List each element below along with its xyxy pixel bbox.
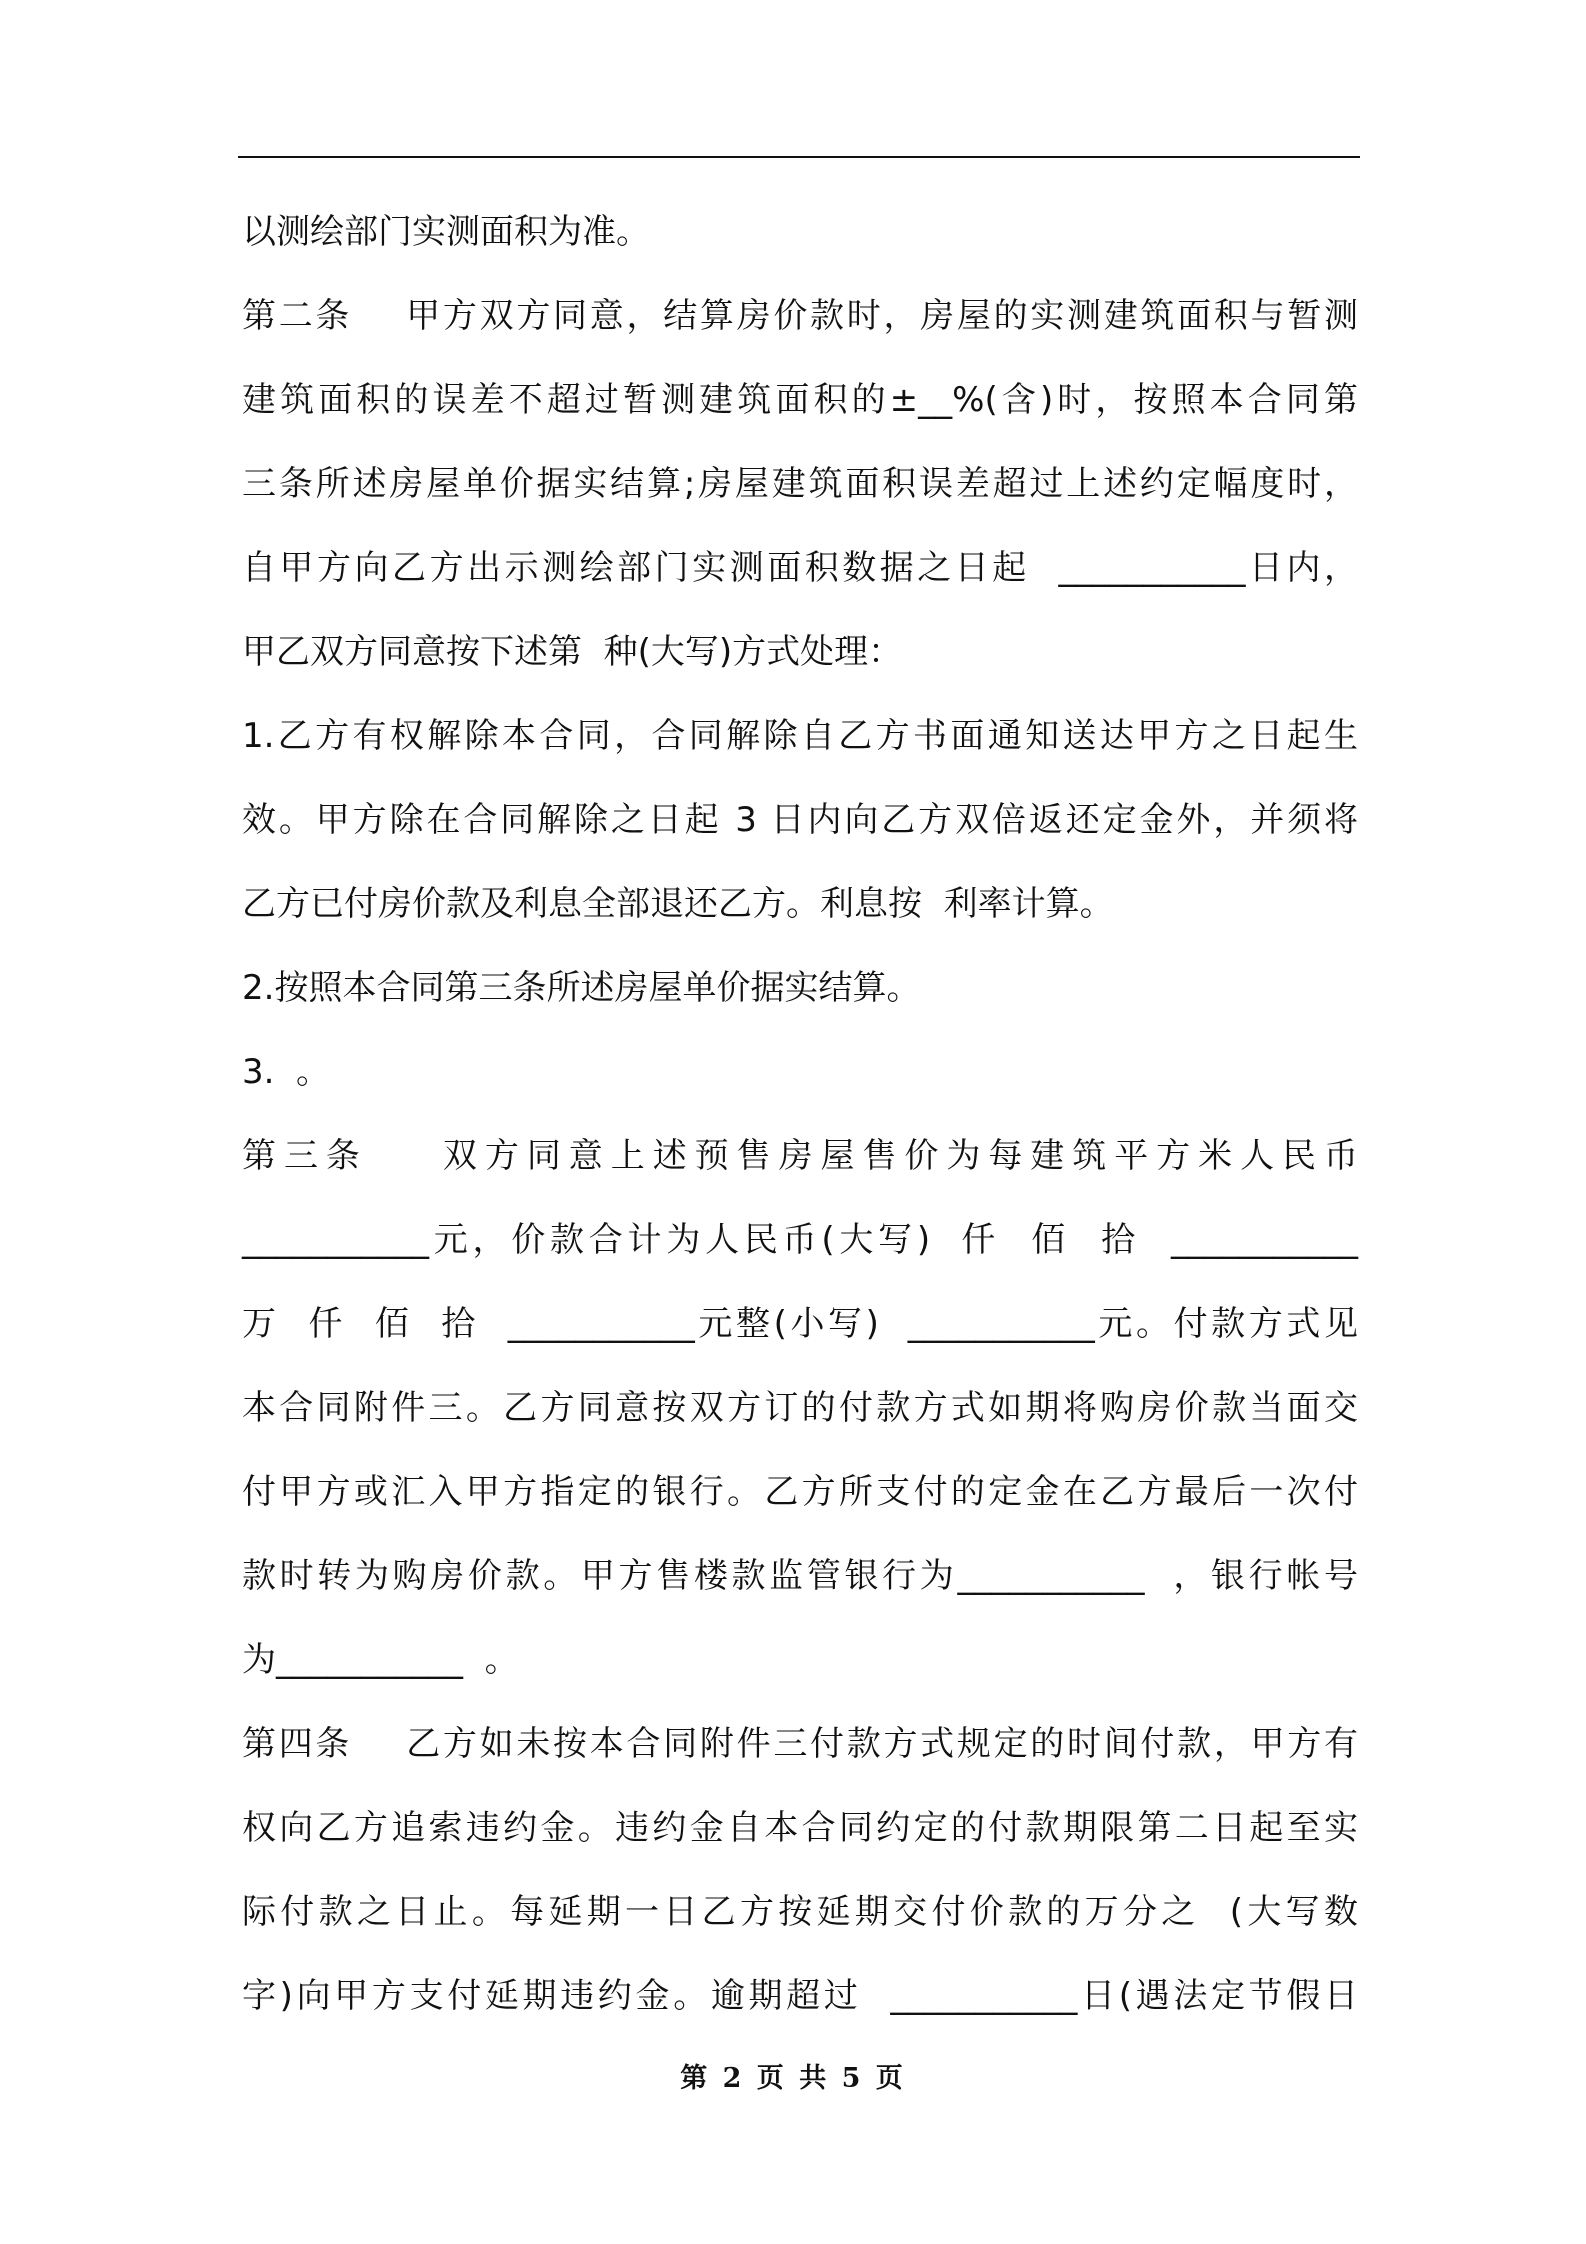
text-line: 字)向甲方支付延期违约金。逾期超过 ___________日(遇法定节假日 (242, 1976, 1358, 2016)
text-line: 权向乙方追索违约金。违约金自本合同约定的付款期限第二日起至实 (242, 1808, 1358, 1848)
text-line: 第三条 双方同意上述预售房屋售价为每建筑平方米人民币 (242, 1136, 1358, 1176)
header-rule (238, 156, 1360, 158)
text-line: 第二条 甲方双方同意，结算房价款时，房屋的实测建筑面积与暂测 (242, 296, 1358, 336)
text-line: 第四条 乙方如未按本合同附件三付款方式规定的时间付款，甲方有 (242, 1724, 1358, 1764)
text-line: 建筑面积的误差不超过暂测建筑面积的±__%(含)时，按照本合同第 (242, 380, 1358, 420)
text-line: 为___________ 。 (242, 1640, 519, 1680)
text-line: 自甲方向乙方出示测绘部门实测面积数据之日起 ___________日内， (242, 548, 1358, 588)
text-line: 本合同附件三。乙方同意按双方订的付款方式如期将购房价款当面交 (242, 1388, 1358, 1428)
page-number-footer: 第 2 页 共 5 页 (680, 2063, 906, 2094)
document-body (242, 190, 1358, 2038)
text-line: 3. 。 (242, 1052, 331, 1092)
text-line: 际付款之日止。每延期一日乙方按延期交付价款的万分之 (大写数 (242, 1892, 1358, 1932)
text-line: 1.乙方有权解除本合同，合同解除自乙方书面通知送达甲方之日起生 (242, 716, 1358, 756)
text-line: 万 仟 佰 拾 ___________元整(小写) ___________元。付款方式见 (242, 1304, 1358, 1344)
text-line: 乙方已付房价款及利息全部退还乙方。利息按 利率计算。 (242, 884, 1114, 924)
text-line: ___________元，价款合计为人民币(大写) 仟 佰 拾 ___________ (242, 1220, 1358, 1260)
text-line: 三条所述房屋单价据实结算;房屋建筑面积误差超过上述约定幅度时， (242, 464, 1358, 504)
text-line: 2.按照本合同第三条所述房屋单价据实结算。 (242, 968, 921, 1008)
text-line: 甲乙双方同意按下述第 种(大写)方式处理： (242, 632, 903, 672)
text-line: 款时转为购房价款。甲方售楼款监管银行为___________ ，银行帐号 (242, 1556, 1358, 1596)
text-line: 以测绘部门实测面积为准。 (242, 212, 650, 252)
text-line: 效。甲方除在合同解除之日起 3 日内向乙方双倍返还定金外，并须将 (242, 800, 1358, 840)
text-line: 付甲方或汇入甲方指定的银行。乙方所支付的定金在乙方最后一次付 (242, 1472, 1358, 1512)
